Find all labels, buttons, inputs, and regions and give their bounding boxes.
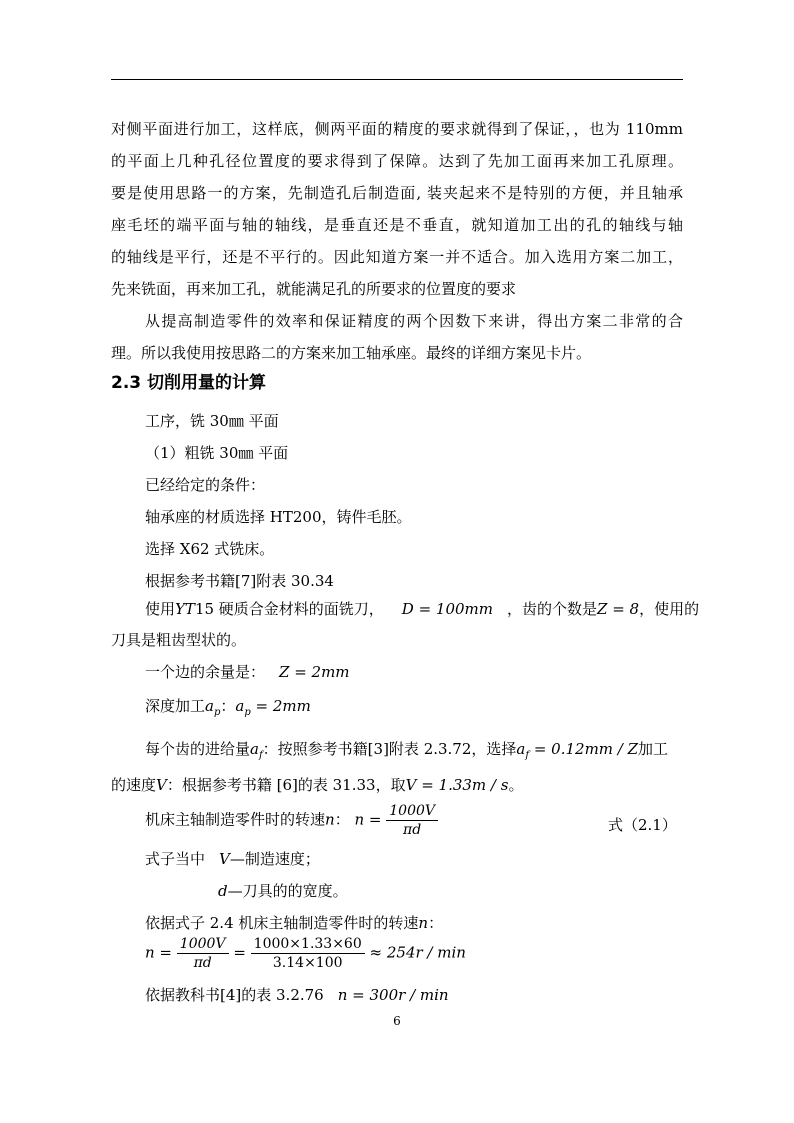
text: 式子当中 [145, 850, 206, 868]
math-symbol: n [325, 810, 335, 829]
text-line: 根据参考书籍[7]附表 30.34 [145, 572, 334, 590]
text: 的速度 [111, 776, 157, 794]
math-symbol: n [418, 914, 429, 932]
text-line: 选择 X62 式铣床。 [145, 540, 275, 558]
text: ，使用的 [639, 600, 700, 618]
fraction [386, 802, 438, 839]
subscript: p [244, 707, 251, 718]
denominator: 3.14×100 [272, 955, 343, 971]
math-expression: n = [354, 810, 382, 829]
math-symbol: YT [175, 600, 195, 618]
text-line [145, 599, 699, 619]
math-expression: = 2mm [250, 697, 311, 715]
text: 机床主轴制造零件时的转速 [145, 810, 326, 829]
text: 依据式子 2.4 机床主轴制造零件时的转速 [145, 914, 419, 932]
text: ： [220, 697, 236, 715]
text: 每个齿的进给量 [145, 740, 251, 758]
math-symbol: V [219, 850, 230, 868]
math-expression: Z = 2mm [279, 663, 350, 681]
text: ，齿的个数是 [507, 600, 598, 618]
math-symbol: a [205, 697, 214, 715]
math-symbol: a [516, 740, 526, 758]
text-line: 工序，铣 30㎜ 平面 [145, 412, 279, 430]
paragraph-line: 从提高制造零件的效率和保证精度的两个因数下来讲，得出方案二非常的合 [145, 312, 683, 330]
text: 使用 [145, 600, 176, 618]
math-symbol: a [250, 740, 259, 758]
denominator: πd [403, 822, 422, 838]
text: 深度加工 [145, 697, 206, 715]
math-symbol: a [235, 697, 245, 715]
text-line [111, 775, 523, 795]
formula-line [145, 935, 466, 972]
subscript: p [213, 707, 221, 718]
formula-line [145, 802, 438, 839]
paragraph-line: 先来铣面，再来加工孔，就能满足孔的所要求的位置度的要求 [111, 280, 517, 298]
math-expression: D = 100mm [401, 600, 494, 618]
equation-number: 式（2.1） [608, 816, 677, 834]
text: ：根据参考书籍 [6]的表 31.33，取 [166, 776, 406, 794]
equals-sign: = [233, 943, 246, 962]
paragraph-line: 要是使用思路一的方案，先制造孔后制造面, 装夹起来不是特别的方便，并且轴承 [111, 184, 683, 202]
math-expression: = 0.12mm / Z [529, 740, 639, 758]
fraction [177, 935, 229, 972]
math-expression: n = [145, 943, 172, 962]
paragraph-line: 的平面上几种孔径位置度的要求得到了保障。达到了先加工面再来加工孔原理。 [111, 152, 683, 170]
text-line [145, 913, 443, 933]
numerator: 1000V [386, 802, 438, 821]
math-expression: V = 1.33m / s [405, 776, 509, 794]
text: 15 硬质合金材料的面铣刀， [194, 600, 384, 618]
denominator: πd [193, 955, 212, 971]
text: —制造速度； [229, 850, 320, 868]
math-expression: ≈ 254r / min [369, 943, 466, 962]
math-expression: Z = 8 [597, 600, 640, 618]
math-symbol: d [218, 882, 228, 900]
text: 加工 [638, 740, 669, 758]
text-line [145, 696, 311, 723]
page-number: 6 [393, 1014, 401, 1028]
math-expression: n = 300r / min [337, 986, 449, 1004]
text-line [145, 849, 320, 869]
text: 。 [508, 776, 524, 794]
fraction [251, 935, 365, 972]
text-line: （1）粗铣 30㎜ 平面 [145, 444, 289, 462]
text-line: 已经给定的条件： [145, 476, 266, 494]
math-symbol: V [156, 776, 167, 794]
text: ：按照参考书籍[3]附表 2.3.72，选择 [262, 740, 517, 758]
text: ： [334, 810, 350, 829]
text: 一个边的余量是： [145, 663, 266, 681]
text-line: 轴承座的材质选择 HT200，铸件毛胚。 [145, 508, 412, 526]
text-line: 刀具是粗齿型状的。 [111, 631, 247, 649]
header-rule [111, 79, 683, 80]
text: ： [428, 914, 444, 932]
text: —刀具的的宽度。 [227, 882, 348, 900]
text-line [218, 881, 348, 901]
text-line [145, 739, 668, 766]
text: 依据教科书[4]的表 3.2.76 [145, 986, 324, 1004]
paragraph-line: 的轴线是平行，还是不平行的。因此知道方案一并不适合。加入选用方案二加工， [111, 248, 683, 266]
numerator: 1000×1.33×60 [251, 935, 365, 954]
numerator: 1000V [177, 935, 229, 954]
text-line [145, 985, 449, 1005]
subscript: f [258, 750, 263, 761]
paragraph-line: 对侧平面进行加工，这样底，侧两平面的精度的要求就得到了保证，，也为 110mm [111, 120, 683, 138]
section-heading: 2.3 切削用量的计算 [111, 373, 267, 393]
subscript: f [525, 750, 530, 761]
paragraph-line: 座毛坯的端平面与轴的轴线，是垂直还是不垂直，就知道加工出的孔的轴线与轴 [111, 216, 683, 234]
paragraph-line: 理。所以我使用按思路二的方案来加工轴承座。最终的详细方案见卡片。 [111, 344, 592, 362]
text-line [145, 662, 350, 682]
